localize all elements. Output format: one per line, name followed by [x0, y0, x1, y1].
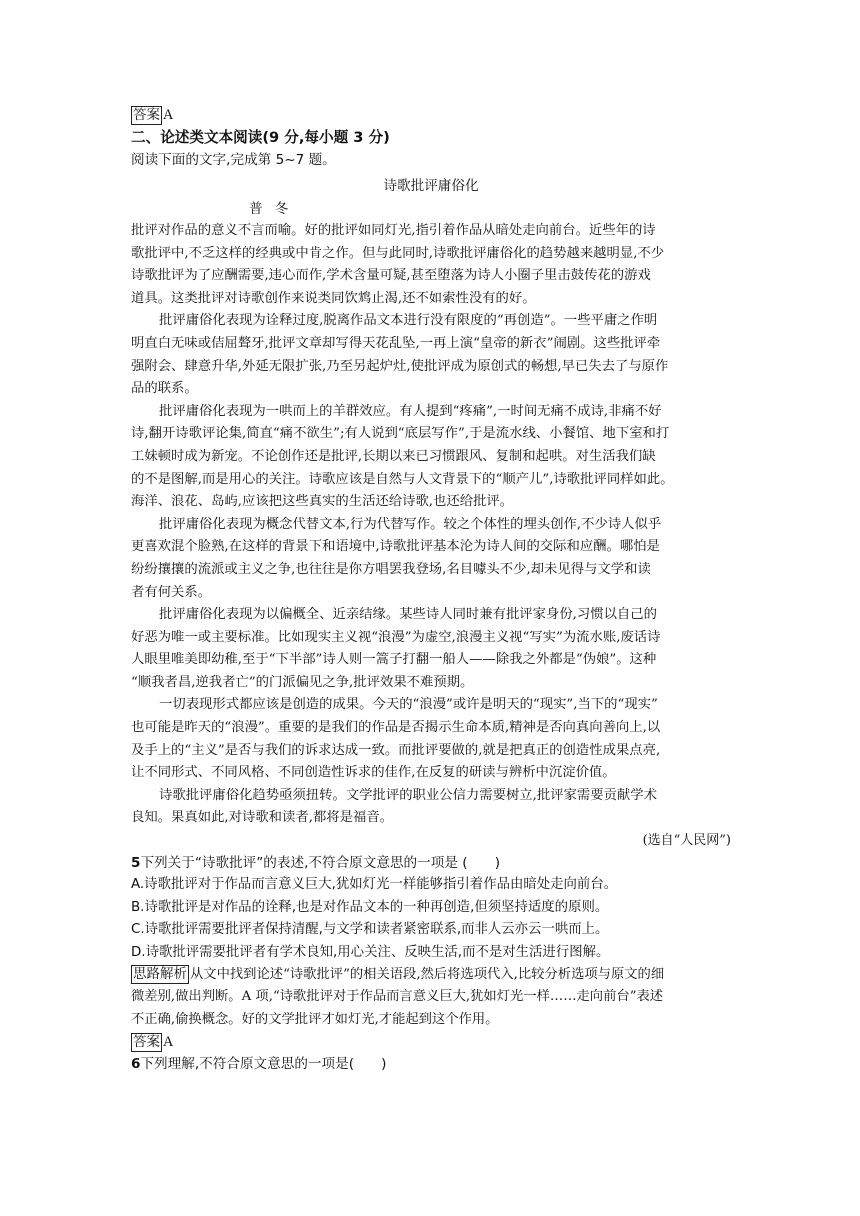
article-paragraph: [131, 310, 731, 400]
question-5-answer-line: [131, 1031, 731, 1053]
paragraph-line: 及手上的“主义”是否与我们的诉求达成一致。而批评要做的,就是把真正的创造性成果点亮,: [131, 742, 661, 758]
paragraph-line: 批评庸俗化表现为以偏概全、近亲结缘。某些诗人同时兼有批评家身份,习惯以自己的: [159, 607, 657, 623]
article-paragraph: [131, 401, 731, 514]
answer-value: A: [163, 107, 174, 123]
question-5-option-d: D.诗歌批评需要批评者有学术良知,用心关注、反映生活,而不是对生活进行图解。: [131, 944, 610, 960]
article-source: (选自“人民网”): [642, 833, 731, 849]
paragraph-line: 诗,翻开诗歌评论集,简直“痛不欲生”;有人说到“底层写作”,于是流水线、小餐馆、地下室和打: [131, 426, 670, 442]
question-5-stem: [131, 852, 731, 874]
instruction: 阅读下面的文字,完成第 5~7 题。: [131, 152, 336, 168]
paragraph-line: 也可能是昨天的“浪漫”。重要的是我们的作品是否揭示生命本质,精神是否向真向善向上,以: [131, 720, 661, 736]
question-5-option-c: C.诗歌批评需要批评者保持清醒,与文学和读者紧密联系,而非人云亦云一哄而上。: [131, 922, 609, 938]
question-6-number: 6: [131, 1056, 141, 1073]
question-6-stem: [131, 1053, 731, 1075]
paragraph-line: 海洋、浪花、岛屿,应该把这些真实的生活还给诗歌,也还给批评。: [131, 494, 514, 510]
answer-label: 答案: [133, 1034, 160, 1051]
paragraph-line: 一切表现形式都应该是创造的成果。今天的“浪漫”或许是明天的“现实”,当下的“现实”: [159, 697, 658, 713]
paragraph-line: 人眼里唯美即幼稚,至于“下半部”诗人则一篙子打翻一船人——除我之外都是“伪娘”。这种: [131, 652, 657, 668]
paragraph-line: 好恶为唯一或主要标准。比如现实主义视“浪漫”为虚空,浪漫主义视“写实”为流水账,废话诗: [131, 629, 661, 645]
paragraph-line: 歌批评中,不乏这样的经典或中肯之作。但与此同时,诗歌批评庸俗化的趋势越来越明显,不少: [131, 245, 665, 261]
article-author: 普冬: [249, 201, 301, 217]
paragraph-line: 品的联系。: [131, 381, 198, 397]
article-paragraph: [131, 785, 731, 830]
paragraph-line: “顺我者昌,逆我者亡”的门派偏见之争,批评效果不难预期。: [131, 674, 474, 690]
paragraph-line: 强附会、肆意升华,外延无限扩张,乃至另起炉灶,使批评成为原创式的畅想,早已失去了与原作: [131, 358, 669, 374]
paragraph-line: 道具。这类批评对诗歌创作来说类同饮鸩止渴,还不如索性没有的好。: [131, 290, 536, 306]
paragraph-line: 的不是图解,而是用心的关注。诗歌应该是自然与人文背景下的“顺产儿”,诗歌批评同样如此。: [131, 471, 674, 487]
answer-label: 答案: [133, 107, 160, 123]
paragraph-line: 诗歌批评为了应酬需要,违心而作,学术含量可疑,甚至堕落为诗人小圈子里击鼓传花的游戏: [131, 268, 651, 284]
paragraph-line: 者有何关系。: [131, 584, 212, 600]
paragraph-line: 明直白无味或佶屈聱牙,批评文章却写得天花乱坠,一再上演“皇帝的新衣”闹剧。这些批评牵: [131, 335, 661, 351]
article-paragraph: [131, 604, 731, 694]
question-5-text: 下列关于“诗歌批评”的表述,不符合原文意思的一项是 ( ): [140, 855, 501, 872]
section-title: 二、论述类文本阅读(9 分,每小题 3 分): [131, 129, 390, 146]
paragraph-line: 诗歌批评庸俗化趋势亟须扭转。文学批评的职业公信力需要树立,批评家需要贡献学术: [159, 787, 657, 803]
question-6-text: 下列理解,不符合原文意思的一项是( ): [140, 1056, 387, 1073]
question-5-answer: A: [163, 1034, 174, 1051]
paragraph-line: 工妹顿时成为新宠。不论创作还是批评,长期以来已习惯跟风、复制和起哄。对生活我们缺: [131, 448, 656, 464]
article-body: [131, 220, 731, 830]
paragraph-line: 批评庸俗化表现为概念代替文本,行为代替写作。较之个体性的埋头创作,不少诗人似乎: [159, 516, 662, 532]
answer-line-prev: [131, 104, 731, 126]
question-5-analysis: [131, 964, 731, 1031]
question-5-option-a: A.诗歌批评对于作品而言意义巨大,犹如灯光一样能够指引着作品由暗处走向前台。: [131, 877, 618, 893]
question-5-option-b: B.诗歌批评是对作品的诠释,也是对作品文本的一种再创造,但须坚持适度的原则。: [131, 899, 609, 915]
paragraph-line: 让不同形式、不同风格、不同创造性诉求的佳作,在反复的研读与辨析中沉淀价值。: [131, 765, 616, 781]
paragraph-line: 纷纷攘攘的流派或主义之争,也往往是你方唱罢我登场,名目噱头不少,却未见得与文学和读: [131, 561, 651, 577]
paragraph-line: 批评庸俗化表现为一哄而上的羊群效应。有人提到“疼痛”,一时间无痛不成诗,非痛不好: [159, 403, 662, 419]
analysis-line: 从文中找到论述“诗歌批评”的相关语段,然后将选项代入,比较分析选项与原文的细: [190, 967, 665, 983]
article-title: 诗歌批评庸俗化: [383, 178, 479, 194]
article-paragraph: [131, 694, 731, 784]
analysis-line: 不正确,偷换概念。好的文学批评才如灯光,才能起到这个作用。: [131, 1011, 499, 1027]
page-content: [131, 104, 731, 1076]
analysis-label: 思路解析: [133, 966, 187, 983]
paragraph-line: 良知。果真如此,对诗歌和读者,都将是福音。: [131, 810, 394, 826]
question-5-number: 5: [131, 855, 141, 872]
paragraph-line: 更喜欢混个脸熟,在这样的背景下和语境中,诗歌批评基本沦为诗人间的交际和应酬。哪怕是: [131, 539, 660, 555]
article-paragraph: [131, 220, 731, 310]
analysis-line: 微差别,做出判断。A 项,“诗歌批评对于作品而言意义巨大,犹如灯光一样……走向前台”表述: [131, 989, 664, 1005]
paragraph-line: 批评庸俗化表现为诠释过度,脱离作品文本进行没有限度的“再创造”。一些平庸之作明: [159, 313, 658, 329]
article-paragraph: [131, 514, 731, 604]
paragraph-line: 批评对作品的意义不言而喻。好的批评如同灯光,指引着作品从暗处走向前台。近些年的诗: [131, 223, 656, 238]
